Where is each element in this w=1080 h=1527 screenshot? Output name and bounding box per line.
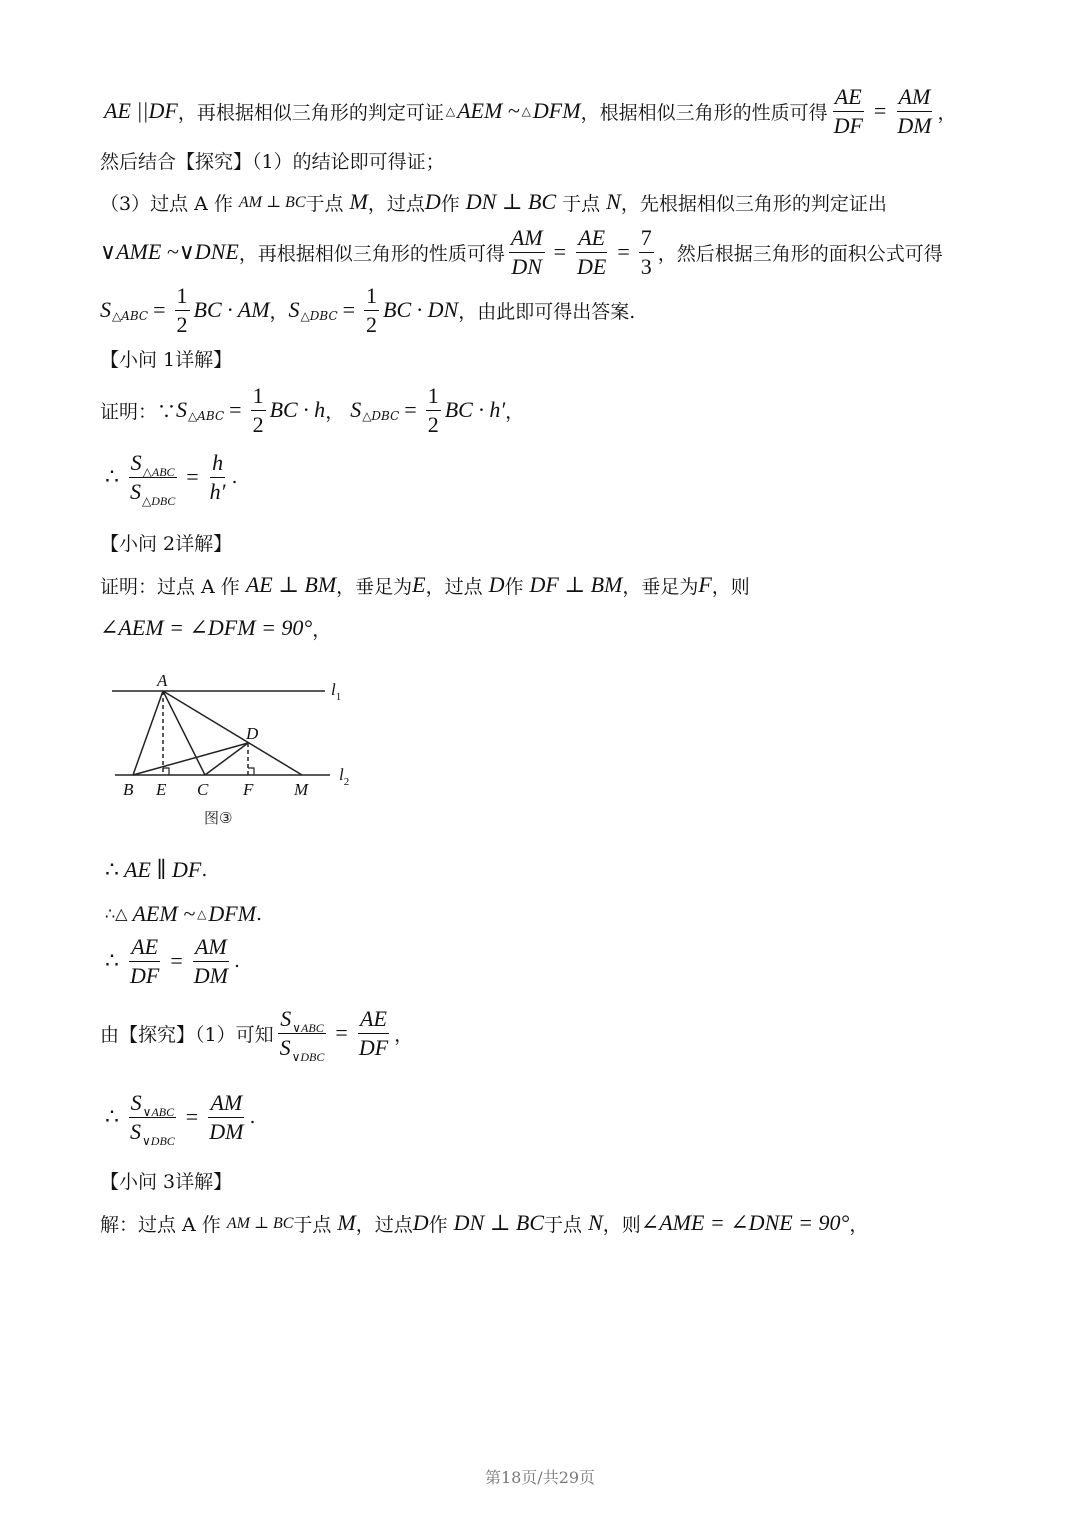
equals-sign: =	[170, 948, 183, 973]
fraction-area-ratio	[128, 1089, 177, 1148]
text: ，则	[602, 1213, 641, 1236]
heading-text: 【小问 1详解】	[100, 348, 233, 371]
label-d: D	[246, 724, 259, 743]
comma: ，	[312, 618, 332, 641]
line-9	[100, 614, 331, 642]
line-10	[100, 856, 207, 884]
period: .	[255, 903, 263, 925]
numerator: AE	[129, 934, 160, 962]
therefore-symbol: ∴	[105, 1104, 119, 1129]
period: .	[231, 466, 238, 488]
fraction-am-dm	[192, 934, 230, 989]
numerator: 1	[251, 383, 266, 411]
figure-caption: 图③	[204, 809, 233, 827]
text: ，然后根据三角形的面积公式可得	[657, 242, 943, 265]
math-s: S	[100, 297, 111, 322]
math-s: S	[279, 1034, 291, 1060]
math-right-angles: ∠AEM = ∠DFM = 90°	[100, 615, 313, 640]
line-11	[100, 900, 262, 928]
label-e: E	[156, 780, 167, 799]
fraction-ae-df	[128, 934, 161, 989]
denominator: 2	[176, 311, 188, 337]
line-7	[100, 446, 238, 508]
fraction-one-half	[426, 383, 441, 438]
therefore-symbol: ∴	[105, 948, 119, 973]
math-dn-perp-bc: DN ⊥ BC	[453, 1210, 545, 1235]
label-m: M	[294, 780, 309, 799]
fraction-area-ratio	[128, 449, 177, 508]
math-aem: AEM ~	[457, 98, 520, 123]
math-ae-perp-bm: AE ⊥ BM	[245, 572, 337, 597]
label-a: A	[157, 671, 168, 690]
text: 由【探究】（1）可知	[100, 1023, 274, 1046]
denominator: 2	[427, 411, 439, 437]
text: 解：过点 A 作	[100, 1213, 221, 1236]
math-bc-am: BC · AM	[193, 297, 270, 322]
math-aem: AEM ~	[132, 901, 196, 926]
fraction-one-half	[251, 383, 266, 438]
line-12	[100, 932, 240, 990]
math-m: M	[349, 189, 368, 214]
numerator: h	[210, 450, 225, 478]
period: .	[249, 1106, 256, 1128]
denominator: 3	[640, 253, 652, 279]
equals-sign: =	[186, 464, 199, 489]
text: ，过点	[355, 1213, 413, 1236]
equals-sign: =	[404, 397, 417, 422]
triangle-icon: △	[521, 104, 531, 118]
numerator	[129, 450, 177, 478]
heading-text: 【小问 2详解】	[100, 532, 233, 555]
section-heading-2	[100, 528, 232, 556]
text: 作	[504, 575, 524, 598]
comma: ，	[325, 400, 345, 423]
numerator	[278, 1006, 325, 1034]
text: 于点	[562, 192, 601, 215]
numerator: AE	[358, 1006, 389, 1034]
period: .	[201, 859, 208, 881]
text: ，过点	[367, 192, 425, 215]
therefore-symbol: ∴	[105, 464, 119, 489]
equals-sign: =	[153, 297, 166, 322]
comma: ，	[394, 1023, 414, 1046]
fraction-h-ratio	[208, 450, 228, 505]
label-l1: $l_1$	[331, 680, 342, 703]
heading-text: 【小问 3详解】	[100, 1170, 233, 1193]
math-dn-perp-bc: DN ⊥ BC	[465, 189, 557, 214]
denominator: DE	[577, 253, 607, 279]
equals-sign: =	[185, 1104, 199, 1129]
section-heading-3	[100, 1166, 232, 1194]
line-15	[100, 1208, 868, 1238]
text: 证明：过点 A 作	[100, 575, 240, 598]
fraction-ae-df	[357, 1006, 390, 1061]
denominator: DN	[511, 253, 542, 279]
page-number: 第18页/共29页	[484, 1468, 596, 1487]
math-bc-h: BC · h	[269, 397, 326, 422]
text: ，再根据相似三角形的判定可证	[177, 101, 444, 124]
fraction-am-dm	[895, 84, 933, 139]
line-1	[104, 84, 957, 138]
numerator: 7	[639, 225, 654, 253]
denominator: h′	[209, 478, 226, 504]
line-3	[100, 188, 887, 216]
math-n: N	[606, 189, 621, 214]
math-ae-parallel-df: AE ||DF	[104, 98, 178, 123]
math-n: N	[588, 1210, 603, 1235]
fraction-ae-df	[832, 84, 865, 139]
denominator: DM	[209, 1118, 244, 1144]
denominator: DF	[833, 112, 863, 138]
label-f: F	[243, 780, 254, 799]
math-s: S	[176, 397, 188, 422]
fraction-7-3	[639, 225, 654, 280]
equals-sign: =	[873, 98, 887, 123]
numerator: AM	[509, 225, 545, 253]
equals-sign: =	[553, 239, 567, 264]
math-e: E	[412, 572, 426, 597]
denominator: DF	[130, 962, 160, 988]
line-5	[100, 282, 635, 338]
fraction-one-half	[175, 283, 190, 338]
math-ae-parallel-df: AE ∥ DF	[124, 857, 202, 882]
line-6	[100, 382, 524, 438]
line-8	[100, 571, 750, 599]
label-l2: $l_2$	[339, 765, 350, 788]
text: ，再根据相似三角形的性质可得	[238, 242, 505, 265]
text: ，先根据相似三角形的判定证出	[620, 192, 887, 215]
comma: ，	[937, 101, 957, 124]
math-bc-h-prime: BC · h′	[444, 397, 506, 422]
subscript: ∨DBC	[291, 1049, 325, 1064]
math-right-angles: ∠AME = ∠DNE = 90°	[640, 1210, 850, 1235]
fraction-am-dm	[207, 1090, 245, 1145]
text: 于点	[305, 192, 344, 215]
subscript: △ABC	[188, 409, 225, 423]
denominator: DM	[897, 112, 932, 138]
math-am-perp-bc: AM ⊥ BC	[238, 194, 306, 211]
math-d: D	[412, 1210, 429, 1235]
comma: ，	[849, 1213, 869, 1236]
numerator	[129, 1090, 176, 1118]
line-4	[100, 224, 943, 280]
segment-bd	[133, 743, 248, 775]
numerator: AE	[833, 84, 864, 112]
text: 作	[440, 192, 460, 215]
math-s: S	[130, 449, 142, 475]
math-bc-dn: BC · DN	[383, 297, 459, 322]
math-dfm: DFM	[532, 98, 581, 123]
subscript: ∨DBC	[142, 1133, 175, 1148]
text: ，过点	[425, 575, 483, 598]
equals-sign: =	[229, 397, 242, 422]
fraction-one-half	[364, 283, 379, 338]
text: ，由此即可得出答案.	[458, 300, 636, 323]
denominator: 2	[252, 411, 264, 437]
text: 作	[428, 1213, 448, 1236]
math-dfm: DFM	[208, 901, 256, 926]
math-s: S	[130, 478, 141, 504]
text: （3）过点 A 作	[100, 192, 233, 215]
segment-cd	[205, 743, 248, 775]
line-14	[100, 1086, 255, 1148]
math-s: S	[130, 1118, 141, 1144]
label-b: B	[123, 780, 134, 799]
numerator: 1	[364, 283, 379, 311]
text: 然后结合【探究】（1）的结论即可得证；	[100, 150, 445, 173]
denominator: DM	[193, 962, 228, 988]
therefore-triangle: ∴△	[105, 906, 128, 923]
triangle-icon: △	[197, 907, 207, 921]
subscript: △DBC	[142, 493, 176, 508]
line-2	[100, 146, 445, 174]
text: ，垂足为	[336, 575, 413, 598]
line-13	[100, 1002, 413, 1064]
numerator: AM	[193, 934, 229, 962]
right-angle-mark-f	[248, 768, 254, 775]
numerator: AE	[576, 225, 607, 253]
numerator: AM	[208, 1090, 244, 1118]
denominator: DF	[358, 1034, 389, 1060]
denominator	[128, 478, 177, 508]
text: 于点	[544, 1213, 583, 1236]
math-am-perp-bc: AM ⊥ BC	[226, 1215, 294, 1232]
subscript: △ABC	[142, 464, 175, 479]
math-similar-triangles: ∨AME ~∨DNE	[100, 239, 239, 264]
text: 证明：∵	[100, 400, 177, 423]
numerator: 1	[175, 283, 190, 311]
math-df-perp-bm: DF ⊥ BM	[529, 572, 623, 597]
denominator	[278, 1034, 327, 1064]
text: ，根据相似三角形的性质可得	[580, 101, 828, 124]
subscript: ∨ABC	[142, 1104, 175, 1119]
equals-sign: =	[617, 239, 630, 264]
numerator: 1	[426, 383, 441, 411]
equals-sign: =	[342, 297, 356, 322]
math-s: S	[288, 297, 300, 322]
comma: ，	[505, 400, 525, 423]
right-angle-mark-e	[163, 768, 169, 775]
subscript: △DBC	[300, 309, 338, 323]
geometry-figure	[100, 668, 370, 833]
comma: ，	[269, 300, 289, 323]
text: ，垂足为	[622, 575, 699, 598]
math-d: D	[424, 189, 441, 214]
fraction-am-dn	[509, 225, 545, 280]
math-f: F	[698, 572, 712, 597]
section-heading-1	[100, 344, 232, 372]
text: ，则	[711, 575, 750, 598]
subscript: ∨ABC	[292, 1020, 324, 1035]
therefore-symbol: ∴	[105, 857, 119, 882]
subscript: △ABC	[112, 309, 149, 323]
fraction-area-ratio	[278, 1005, 327, 1064]
segment-ab	[133, 691, 163, 775]
numerator: AM	[897, 84, 933, 112]
period: .	[233, 950, 241, 972]
denominator	[128, 1118, 177, 1148]
math-s: S	[130, 1089, 142, 1115]
math-m: M	[337, 1210, 356, 1235]
fraction-ae-de	[575, 225, 608, 280]
text: 于点	[293, 1213, 332, 1236]
math-s: S	[350, 397, 362, 422]
triangle-icon: △	[445, 104, 456, 118]
math-s: S	[280, 1005, 292, 1031]
label-c: C	[197, 780, 209, 799]
math-d: D	[488, 572, 505, 597]
denominator: 2	[366, 311, 378, 337]
equals-sign: =	[335, 1020, 348, 1045]
subscript: △DBC	[362, 409, 400, 423]
